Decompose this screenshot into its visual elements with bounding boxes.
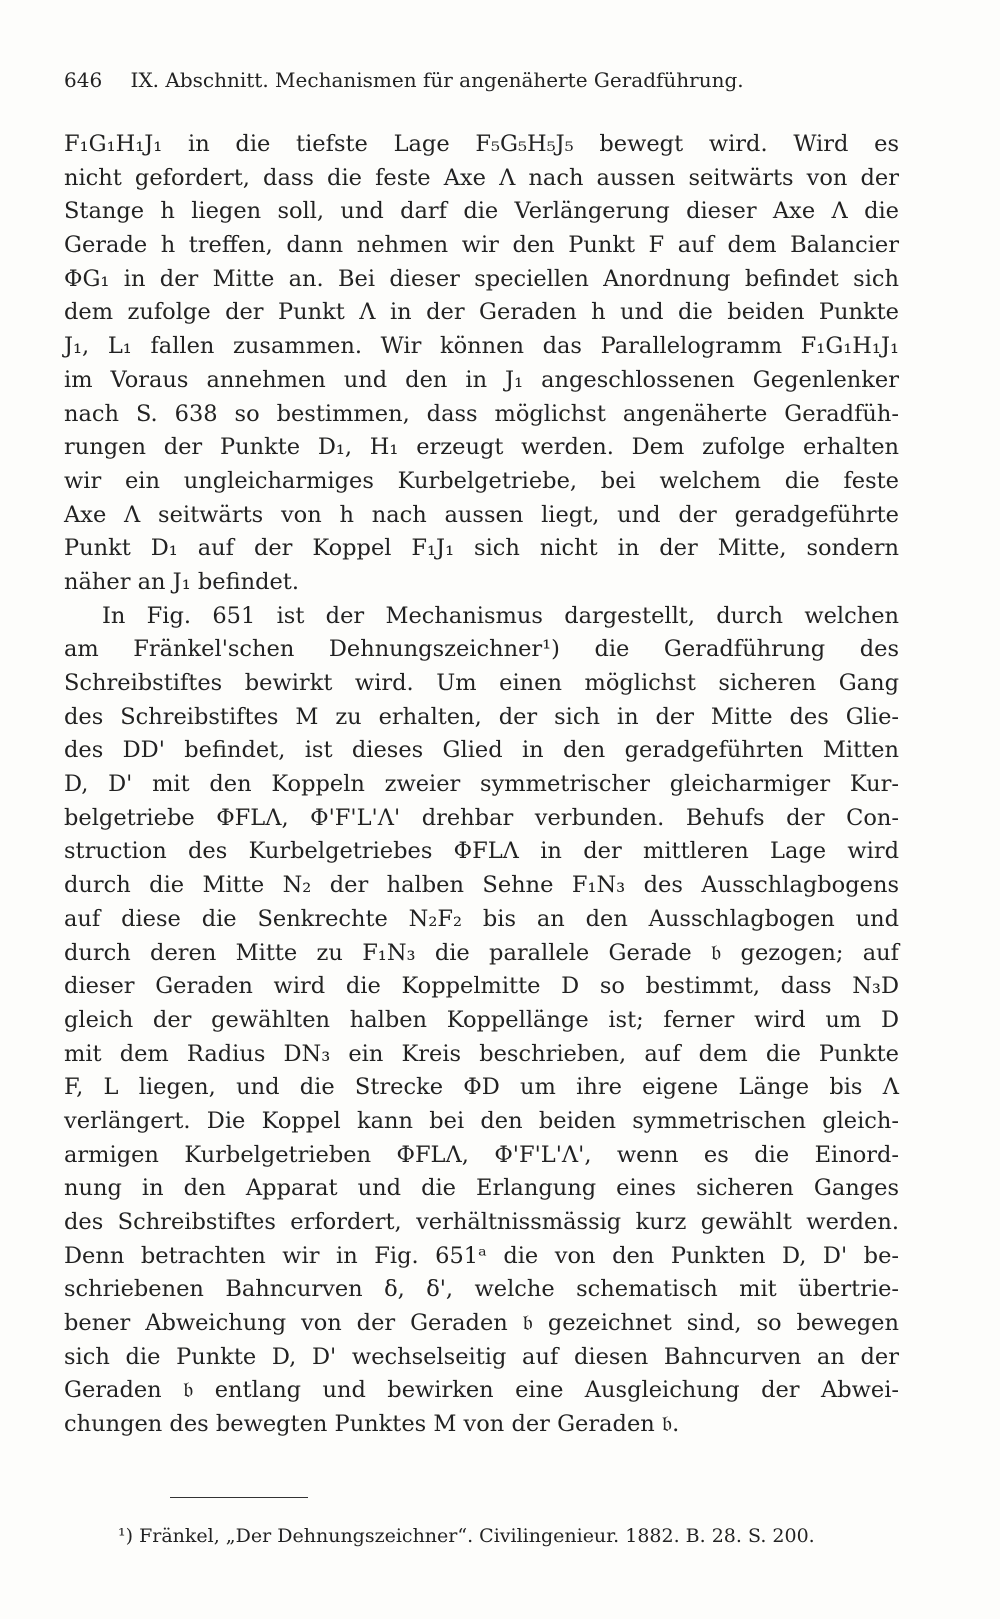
text-line: gleich der gewählten halben Koppellänge ist; ferner wird um D <box>64 1006 899 1033</box>
text-line: schriebenen Bahncurven δ, δ', welche schematisch mit übertrie- <box>64 1276 899 1303</box>
text-line: nach S. 638 so bestimmen, dass möglichst angenäherte Geradfüh- <box>64 400 899 427</box>
text-line: F, L liegen, und die Strecke ΦD um ihre eigene Länge bis Λ <box>64 1074 899 1101</box>
text-line: Denn betrachten wir in Fig. 651ᵃ die von den Punkten D, D' be- <box>64 1242 899 1269</box>
text-line: des Schreibstiftes M zu erhalten, der sich in der Mitte des Glie- <box>64 703 899 730</box>
text-line: auf diese die Senkrechte N₂F₂ bis an den Ausschlagbogen und <box>64 905 899 932</box>
text-line: D, D' mit den Koppeln zweier symmetrischer gleicharmiger Kur- <box>64 771 899 798</box>
text-line: Axe Λ seitwärts von h nach aussen liegt, und der geradgeführte <box>64 501 899 528</box>
text-line: Geraden 𝔟 entlang und bewirken eine Ausgleichung der Abwei- <box>64 1377 899 1404</box>
text-line: J₁, L₁ fallen zusammen. Wir können das Parallelogramm F₁G₁H₁J₁ <box>64 333 899 360</box>
text-line: nung in den Apparat und die Erlangung eines sicheren Ganges <box>64 1175 899 1202</box>
running-title: IX. Abschnitt. Mechanismen für angenäherte Geradführung. <box>130 68 744 92</box>
text-line: bener Abweichung von der Geraden 𝔟 gezeichnet sind, so bewegen <box>64 1310 899 1337</box>
text-line: dieser Geraden wird die Koppelmitte D so bestimmt, dass N₃D <box>64 973 899 1000</box>
text-line: F₁G₁H₁J₁ in die tiefste Lage F₅G₅H₅J₅ bewegt wird. Wird es <box>64 131 899 157</box>
text-line: rungen der Punkte D₁, H₁ erzeugt werden. Dem zufolge erhalten <box>64 434 899 461</box>
footnote-rule <box>170 1497 308 1498</box>
text-line: sich die Punkte D, D' wechselseitig auf diesen Bahncurven an der <box>64 1343 899 1370</box>
text-line: näher an J₁ befindet. <box>64 568 299 595</box>
text-line: Schreibstiftes bewirkt wird. Um einen möglichst sicheren Gang <box>64 670 899 696</box>
text-line: In Fig. 651 ist der Mechanismus dargestellt, durch welchen <box>102 602 899 629</box>
text-line: nicht gefordert, dass die feste Axe Λ nach aussen seitwärts von der <box>64 164 899 191</box>
text-line: dem zufolge der Punkt Λ in der Geraden h und die beiden Punkte <box>64 299 899 326</box>
text-line: durch deren Mitte zu F₁N₃ die parallele Gerade 𝔟 gezogen; auf <box>64 939 899 966</box>
page-number: 646 <box>64 68 103 92</box>
footnote: ¹) Fränkel, „Der Dehnungszeichner“. Civilingenieur. 1882. B. 28. S. 200. <box>118 1525 815 1547</box>
text-line: am Fränkel'schen Dehnungszeichner¹) die Geradführung des <box>64 636 899 663</box>
text-line: armigen Kurbelgetrieben ΦFLΛ, Φ'F'L'Λ', wenn es die Einord- <box>64 1141 899 1168</box>
body-text <box>64 128 899 1442</box>
text-line: Gerade h treffen, dann nehmen wir den Punkt F auf dem Balancier <box>64 232 899 259</box>
text-line: durch die Mitte N₂ der halben Sehne F₁N₃ des Ausschlagbogens <box>64 872 899 899</box>
text-line: chungen des bewegten Punktes M von der Geraden 𝔟. <box>64 1411 680 1438</box>
text-line: wir ein ungleicharmiges Kurbelgetriebe, bei welchem die feste <box>64 467 899 494</box>
text-line: des DD' befindet, ist dieses Glied in den geradgeführten Mitten <box>64 737 899 764</box>
running-header <box>64 68 884 92</box>
text-line: Stange h liegen soll, und darf die Verlängerung dieser Axe Λ die <box>64 198 899 225</box>
text-line: struction des Kurbelgetriebes ΦFLΛ in der mittleren Lage wird <box>64 838 899 865</box>
text-line: Punkt D₁ auf der Koppel F₁J₁ sich nicht in der Mitte, sondern <box>64 535 899 562</box>
text-line: mit dem Radius DN₃ ein Kreis beschrieben, auf dem die Punkte <box>64 1040 899 1067</box>
text-line: ΦG₁ in der Mitte an. Bei dieser speciellen Anordnung befindet sich <box>64 265 899 292</box>
text-line: belgetriebe ΦFLΛ, Φ'F'L'Λ' drehbar verbunden. Behufs der Con- <box>64 804 899 831</box>
text-line: im Voraus annehmen und den in J₁ angeschlossenen Gegenlenker <box>64 366 899 393</box>
text-line: des Schreibstiftes erfordert, verhältnissmässig kurz gewählt werden. <box>64 1209 899 1235</box>
text-line: verlängert. Die Koppel kann bei den beiden symmetrischen gleich- <box>64 1107 899 1134</box>
